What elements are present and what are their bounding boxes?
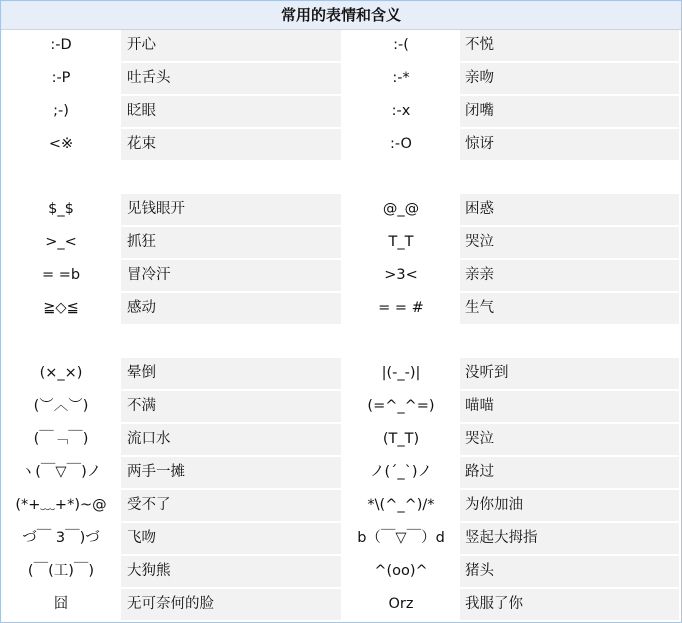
left-emoticon: ヽ(￣▽￣)ノ bbox=[20, 464, 102, 480]
left-meaning: 感动 bbox=[121, 293, 341, 324]
right-emoticon: *\(^_^)/* bbox=[367, 497, 435, 513]
table-row bbox=[1, 194, 681, 227]
left-emoticon: $_$ bbox=[48, 201, 74, 217]
left-meaning: 吐舌头 bbox=[121, 63, 341, 94]
left-meaning: 不满 bbox=[121, 391, 341, 422]
right-meaning: 生气 bbox=[460, 293, 679, 324]
left-emoticon: :-P bbox=[51, 70, 71, 86]
right-emoticon: b（￣▽￣）d bbox=[357, 530, 445, 546]
table-row bbox=[1, 96, 681, 129]
left-meaning: 抓狂 bbox=[121, 227, 341, 258]
left-meaning: 两手一摊 bbox=[121, 457, 341, 488]
table-row bbox=[1, 424, 681, 457]
right-emoticon: :-( bbox=[393, 37, 409, 53]
right-meaning: 困惑 bbox=[460, 194, 679, 225]
left-meaning: 眨眼 bbox=[121, 96, 341, 127]
left-emoticon: 囧 bbox=[53, 596, 69, 612]
table-row bbox=[1, 457, 681, 490]
right-meaning: 为你加油 bbox=[460, 490, 679, 521]
right-meaning: 竖起大拇指 bbox=[460, 523, 679, 554]
left-meaning: 大狗熊 bbox=[121, 556, 341, 587]
left-meaning: 受不了 bbox=[121, 490, 341, 521]
left-meaning: 飞吻 bbox=[121, 523, 341, 554]
left-meaning: 见钱眼开 bbox=[121, 194, 341, 225]
table-row bbox=[1, 589, 681, 622]
left-emoticon: づ￣ 3￣)づ bbox=[22, 530, 100, 546]
left-emoticon: (￣﹁￣) bbox=[33, 431, 89, 447]
right-meaning: 没听到 bbox=[460, 358, 679, 389]
left-emoticon: :-D bbox=[50, 37, 72, 53]
left-meaning: 开心 bbox=[121, 30, 341, 61]
left-emoticon: <※ bbox=[48, 136, 74, 152]
table-row bbox=[1, 490, 681, 523]
right-emoticon: @_@ bbox=[382, 201, 420, 217]
right-meaning: 惊讶 bbox=[460, 129, 679, 160]
table-row bbox=[1, 63, 681, 96]
right-meaning: 亲吻 bbox=[460, 63, 679, 94]
table-row bbox=[1, 391, 681, 424]
left-meaning: 无可奈何的脸 bbox=[121, 589, 341, 620]
right-meaning: 我服了你 bbox=[460, 589, 679, 620]
table-row bbox=[1, 556, 681, 589]
left-emoticon: >_< bbox=[45, 234, 77, 250]
right-emoticon: :-x bbox=[391, 103, 411, 119]
right-emoticon: >3< bbox=[384, 267, 418, 283]
table-row bbox=[1, 358, 681, 391]
left-meaning: 花束 bbox=[121, 129, 341, 160]
left-emoticon: ;-) bbox=[53, 103, 69, 119]
right-emoticon: = = # bbox=[378, 300, 424, 316]
right-emoticon: |(-_-)| bbox=[381, 365, 421, 381]
left-emoticon: ≧◇≦ bbox=[43, 300, 79, 316]
right-emoticon: (=^_^=) bbox=[367, 398, 435, 414]
right-meaning: 不悦 bbox=[460, 30, 679, 61]
right-meaning: 亲亲 bbox=[460, 260, 679, 291]
right-meaning: 路过 bbox=[460, 457, 679, 488]
left-meaning: 冒冷汗 bbox=[121, 260, 341, 291]
right-emoticon: ^(oo)^ bbox=[374, 563, 428, 579]
left-emoticon: (￣(工)￣) bbox=[27, 563, 95, 579]
left-emoticon: (×_×) bbox=[39, 365, 83, 381]
right-emoticon: T_T bbox=[388, 234, 414, 250]
right-meaning: 猪头 bbox=[460, 556, 679, 587]
left-emoticon: (︶︿︶) bbox=[33, 398, 89, 414]
table-row bbox=[1, 30, 681, 63]
right-meaning: 哭泣 bbox=[460, 227, 679, 258]
right-emoticon: Orz bbox=[388, 596, 414, 612]
table-row bbox=[1, 129, 681, 162]
left-meaning: 晕倒 bbox=[121, 358, 341, 389]
table-row bbox=[1, 227, 681, 260]
table-row bbox=[1, 523, 681, 556]
right-emoticon: :-O bbox=[390, 136, 412, 152]
right-meaning: 闭嘴 bbox=[460, 96, 679, 127]
right-emoticon: ノ(ˊ_ˋ)ノ bbox=[369, 464, 433, 480]
right-meaning: 哭泣 bbox=[460, 424, 679, 455]
table-row bbox=[1, 260, 681, 293]
right-meaning: 喵喵 bbox=[460, 391, 679, 422]
table-row bbox=[1, 293, 681, 326]
left-emoticon: = =b bbox=[41, 267, 81, 283]
left-meaning: 流口水 bbox=[121, 424, 341, 455]
left-emoticon: (*+﹏+*)~@ bbox=[15, 497, 107, 513]
table-title: 常用的表情和含义 bbox=[1, 1, 681, 30]
right-emoticon: :-* bbox=[392, 70, 410, 86]
right-emoticon: (T_T) bbox=[382, 431, 420, 447]
